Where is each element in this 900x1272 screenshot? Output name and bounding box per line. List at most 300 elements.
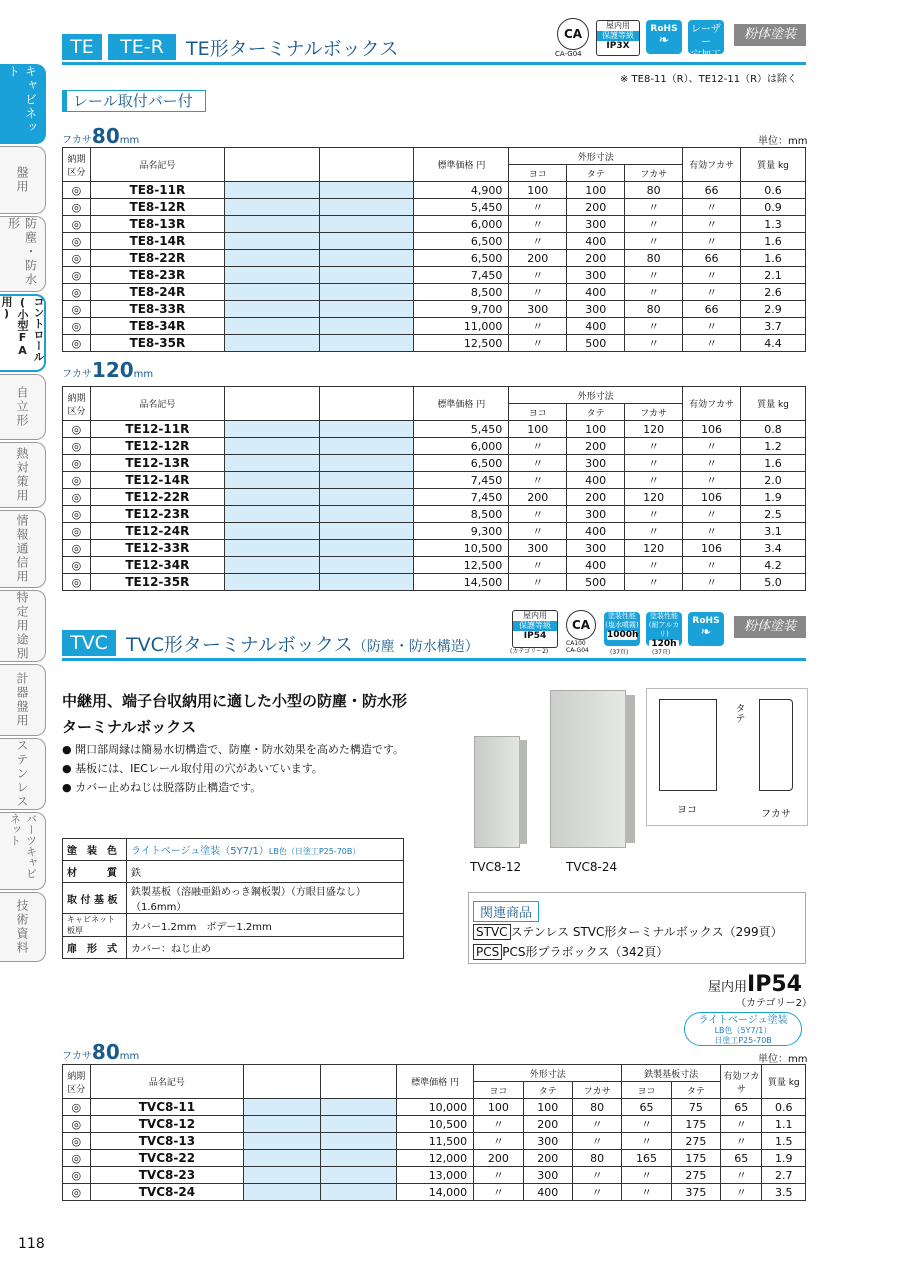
side-tab-stainless[interactable]: ステンレス [0, 738, 46, 810]
cell-tate: 300 [523, 1133, 572, 1150]
cell-blank [320, 1167, 396, 1184]
mat-label: キャビネット板厚 [63, 914, 127, 937]
col-fukasa: フカサ [625, 404, 683, 421]
cell-mass: 2.0 [740, 472, 805, 489]
cell-price: 12,500 [414, 557, 509, 574]
cell-yuko: 66 [683, 301, 741, 318]
col-kubun: 納期区分 [63, 387, 91, 421]
paint-perf-salt-badge: 塗装性能 (塩水噴霧) 1000h [604, 612, 640, 646]
cell-mass: 2.9 [741, 301, 806, 318]
cell-blank [319, 574, 414, 591]
page-title: TE形ターミナルボックス [186, 38, 399, 60]
cell-tate: 200 [567, 489, 625, 506]
related-products-box [468, 892, 806, 964]
cell-mass: 0.8 [740, 421, 805, 438]
cell-blank [224, 216, 319, 233]
cell-k: ◎ [63, 540, 91, 557]
side-tab-panel[interactable]: 盤用 [0, 146, 46, 214]
related-title: 関連商品 [473, 901, 539, 922]
cell-mass: 3.1 [740, 523, 805, 540]
cell-blank [319, 472, 414, 489]
cell-mass: 5.0 [740, 574, 805, 591]
cell-k: ◎ [63, 489, 91, 506]
table-row [63, 523, 806, 540]
col-kubun: 納期区分 [63, 148, 91, 182]
cell-blank [224, 318, 319, 335]
table-row [63, 472, 806, 489]
cell-yoko: 200 [509, 250, 567, 267]
side-view [759, 699, 793, 791]
cell-price: 6,500 [414, 250, 509, 267]
cell-price: 10,500 [414, 540, 509, 557]
cell-ptate: 175 [671, 1150, 720, 1167]
table-row [63, 301, 806, 318]
col-fukasa: フカサ [625, 165, 683, 182]
side-tab-telecom[interactable]: 情報通信用 [0, 510, 46, 588]
unit-label: 単位：mm [758, 136, 808, 147]
cell-price: 14,000 [396, 1184, 473, 1201]
laser-label-1: レーザー [691, 24, 721, 48]
cell-yuko: 〃 [683, 335, 741, 352]
tvc-ip-badge [512, 610, 558, 648]
cell-price: 10,500 [396, 1116, 473, 1133]
cell-yoko: 100 [474, 1099, 523, 1116]
cell-yuko: 106 [683, 540, 741, 557]
cell-yuko: 106 [683, 421, 741, 438]
cell-blank [320, 1099, 396, 1116]
cell-tate: 400 [567, 523, 625, 540]
cell-mass: 4.4 [741, 335, 806, 352]
tvc-lead-2: ターミナルボックス [62, 718, 197, 736]
related-pcs[interactable]: PCS PCS形プラボックス（342頁） [473, 943, 668, 960]
cell-k: ◎ [63, 335, 91, 352]
cell-blank [319, 216, 414, 233]
cell-blank [224, 199, 319, 216]
header-note: ※ TE8-11（R）、TE12-11（R）は除く [620, 74, 798, 85]
tvc-title: TVC形ターミナルボックス（防塵・防水構造） [126, 634, 479, 656]
cell-yuko: 66 [683, 250, 741, 267]
cell-tate: 100 [567, 182, 625, 199]
cell-tate: 200 [523, 1150, 572, 1167]
cell-fukasa: 〃 [573, 1116, 622, 1133]
cell-name: TE12-13R [90, 455, 224, 472]
cell-blank [224, 506, 319, 523]
cell-fukasa: 120 [625, 421, 683, 438]
cell-blank [224, 472, 319, 489]
mat-value: 鉄 [127, 861, 404, 883]
table-row [63, 250, 806, 267]
cell-price: 11,500 [396, 1133, 473, 1150]
cell-blank [319, 267, 414, 284]
cell-fukasa: 〃 [625, 557, 683, 574]
cell-tate: 200 [567, 438, 625, 455]
side-tab-technical[interactable]: 技術資料 [0, 892, 46, 962]
cell-name: TE12-23R [90, 506, 224, 523]
tvc-leaf-icon: ❧ [700, 625, 712, 640]
related-stvc[interactable]: STVC ステンレス STVC形ターミナルボックス（299頁） [473, 923, 783, 940]
cell-fukasa: 〃 [625, 438, 683, 455]
cell-fukasa: 〃 [625, 318, 683, 335]
cell-name: TE12-22R [90, 489, 224, 506]
cell-yuko: 〃 [721, 1116, 762, 1133]
cell-name: TE12-24R [90, 523, 224, 540]
cell-price: 13,000 [396, 1167, 473, 1184]
cell-k: ◎ [63, 438, 91, 455]
cell-blank [224, 301, 319, 318]
cell-k: ◎ [63, 199, 91, 216]
cell-mass: 1.6 [741, 233, 806, 250]
table-row [63, 557, 806, 574]
cell-ptate: 175 [671, 1116, 720, 1133]
cell-blank [319, 557, 414, 574]
cell-blank [319, 233, 414, 250]
col-name: 品名記号 [90, 1065, 244, 1099]
side-tab-cabinet[interactable]: キャビネット [0, 64, 46, 144]
cell-k: ◎ [63, 455, 91, 472]
col-plate-yoko: ヨコ [622, 1082, 671, 1099]
series-tag-te-r: TE-R [108, 34, 176, 60]
table-row [63, 489, 806, 506]
cell-blank [224, 489, 319, 506]
cell-price: 12,500 [414, 335, 509, 352]
cell-mass: 0.6 [741, 182, 806, 199]
cell-yoko: 〃 [509, 574, 567, 591]
cell-k: ◎ [63, 318, 91, 335]
cell-ptate: 275 [671, 1133, 720, 1150]
cell-price: 9,300 [414, 523, 509, 540]
cell-price: 6,000 [414, 438, 509, 455]
cell-blank [319, 182, 414, 199]
cell-mass: 3.5 [762, 1184, 806, 1201]
cell-fukasa: 80 [573, 1099, 622, 1116]
cell-name: TVC8-23 [90, 1167, 244, 1184]
cell-yoko: 300 [509, 540, 567, 557]
cell-blank [319, 506, 414, 523]
cell-blank [224, 540, 319, 557]
tvc-rohs-badge: RoHS ❧ [688, 612, 724, 646]
cell-price: 6,500 [414, 455, 509, 472]
cell-yoko: 300 [509, 301, 567, 318]
col-mass: 質量 kg [762, 1065, 806, 1099]
cell-blank [319, 284, 414, 301]
page-number: 118 [18, 1236, 45, 1252]
cell-name: TE12-12R [90, 438, 224, 455]
cell-ptate: 275 [671, 1167, 720, 1184]
cell-tate: 400 [567, 318, 625, 335]
cell-yoko: 〃 [509, 267, 567, 284]
table-row [63, 455, 806, 472]
cell-mass: 1.1 [762, 1116, 806, 1133]
mat-value: 鉄製基板（溶融亜鉛めっき鋼板製）（方眼目盛なし）（1.6mm） [127, 883, 404, 914]
side-tab-thermal[interactable]: 熱対策用 [0, 442, 46, 508]
cell-yoko: 〃 [509, 199, 567, 216]
cell-tate: 200 [567, 250, 625, 267]
cell-blank [224, 421, 319, 438]
cell-blank [224, 182, 319, 199]
table-row [63, 216, 806, 233]
cell-ptate: 375 [671, 1184, 720, 1201]
cell-yoko: 〃 [474, 1184, 523, 1201]
cell-yoko: 〃 [474, 1167, 523, 1184]
side-tab-special[interactable]: 特定用途別 [0, 590, 46, 662]
cell-k: ◎ [63, 233, 91, 250]
feature-item: ● カバー止めねじは脱落防止構造です。 [62, 781, 262, 794]
cell-name: TE12-34R [90, 557, 224, 574]
cell-blank [244, 1133, 320, 1150]
cell-blank [319, 250, 414, 267]
cell-name: TE8-11R [90, 182, 224, 199]
col-dims: 外形寸法 [474, 1065, 622, 1082]
mat-label: 扉 形 式 [63, 937, 127, 959]
cell-k: ◎ [63, 1150, 91, 1167]
badge-indoor-label: 屋内用 [606, 21, 630, 30]
cell-price: 9,700 [414, 301, 509, 318]
indoor-ip-badge [596, 20, 640, 56]
cell-name: TVC8-12 [90, 1116, 244, 1133]
side-tab-meter[interactable]: 計器盤用 [0, 664, 46, 736]
cell-yuko: 〃 [721, 1133, 762, 1150]
cell-k: ◎ [63, 506, 91, 523]
table-row [63, 540, 806, 557]
cell-blank [224, 267, 319, 284]
leaf-icon: ❧ [658, 33, 670, 48]
series-tag-tvc: TVC [62, 630, 116, 656]
cell-blank [319, 318, 414, 335]
table-row [63, 318, 806, 335]
photo-side [519, 740, 527, 844]
cell-blank [244, 1116, 320, 1133]
cell-yuko: 〃 [721, 1167, 762, 1184]
cell-fukasa: 〃 [625, 216, 683, 233]
cell-yuko: 〃 [683, 233, 741, 250]
col-yoko: ヨコ [474, 1082, 523, 1099]
cell-tate: 100 [567, 421, 625, 438]
table-row [63, 1184, 806, 1201]
te8-table [62, 147, 806, 352]
cell-blank [319, 489, 414, 506]
table-row [63, 506, 806, 523]
table-row [63, 284, 806, 301]
cell-tate: 300 [567, 216, 625, 233]
cell-fukasa: 〃 [573, 1184, 622, 1201]
table-row [63, 438, 806, 455]
col-blank [244, 1065, 320, 1099]
rohs-label: RoHS [650, 24, 678, 34]
cell-yuko: 〃 [683, 318, 741, 335]
mat-value: カバー1.2mm ボデー1.2mm [127, 914, 404, 937]
mat-label: 塗 装 色 [63, 839, 127, 861]
laser-label-2: 穴加工 [691, 50, 721, 61]
cell-yuko: 〃 [683, 455, 741, 472]
cell-yoko: 200 [509, 489, 567, 506]
table-row [63, 199, 806, 216]
col-mass: 質量 kg [740, 387, 805, 421]
cell-tate: 300 [567, 455, 625, 472]
fukasa120-label: フカサ120mm [62, 358, 154, 382]
cell-tate: 200 [523, 1116, 572, 1133]
cell-fukasa: 〃 [625, 574, 683, 591]
col-mass: 質量 kg [741, 148, 806, 182]
tvc-features [62, 740, 404, 797]
cell-blank [224, 438, 319, 455]
cell-blank [224, 557, 319, 574]
cell-ptate: 75 [671, 1099, 720, 1116]
cell-yuko: 65 [721, 1099, 762, 1116]
cell-blank [319, 335, 414, 352]
cell-k: ◎ [63, 284, 91, 301]
cell-price: 5,450 [414, 421, 509, 438]
cell-yuko: 〃 [683, 506, 741, 523]
cell-fukasa: 〃 [625, 335, 683, 352]
cell-fukasa: 〃 [625, 506, 683, 523]
cell-fukasa: 80 [625, 301, 683, 318]
col-yuko: 有効フカサ [683, 387, 741, 421]
cell-k: ◎ [63, 1099, 91, 1116]
cell-tate: 400 [567, 233, 625, 250]
cell-tate: 300 [567, 540, 625, 557]
side-tab-dustproof[interactable]: 防塵・防水形 [0, 216, 46, 292]
cell-name: TE8-14R [90, 233, 224, 250]
cell-yoko: 〃 [509, 523, 567, 540]
cell-k: ◎ [63, 267, 91, 284]
table-row [63, 1167, 806, 1184]
diagram-tate: タテ [733, 703, 744, 723]
cell-blank [320, 1133, 396, 1150]
cell-yuko: 〃 [683, 574, 741, 591]
side-tab-freestanding[interactable]: 自立形 [0, 374, 46, 440]
col-name: 品名記号 [90, 148, 224, 182]
cell-blank [319, 455, 414, 472]
cell-k: ◎ [63, 1133, 91, 1150]
col-tate: タテ [523, 1082, 572, 1099]
feature-item: ● 基板には、IECレール取付用の穴があいています。 [62, 762, 323, 775]
table-row [63, 267, 806, 284]
cell-name: TVC8-13 [90, 1133, 244, 1150]
cell-mass: 2.7 [762, 1167, 806, 1184]
cell-yuko: 〃 [683, 216, 741, 233]
cell-name: TE12-33R [90, 540, 224, 557]
side-tab-parts[interactable]: バーツキャビネット [0, 812, 46, 890]
col-plate-tate: タテ [671, 1082, 720, 1099]
cell-fukasa: 80 [625, 182, 683, 199]
cell-mass: 2.1 [741, 267, 806, 284]
table-row [63, 233, 806, 250]
cell-fukasa: 〃 [625, 284, 683, 301]
cell-mass: 4.2 [740, 557, 805, 574]
tvc-badge-indoor: 屋内用 [523, 611, 547, 620]
cell-pyoko: 〃 [622, 1184, 671, 1201]
cell-tate: 400 [523, 1184, 572, 1201]
col-price: 標準価格 円 [396, 1065, 473, 1099]
col-yoko: ヨコ [509, 404, 567, 421]
cell-price: 8,500 [414, 284, 509, 301]
cell-k: ◎ [63, 1167, 91, 1184]
cell-blank [320, 1150, 396, 1167]
rail-bar-subsection: レール取付バー付 [62, 90, 206, 112]
cell-fukasa: 〃 [625, 267, 683, 284]
cell-yuko: 〃 [683, 267, 741, 284]
cell-yuko: 〃 [683, 472, 741, 489]
cell-yoko: 100 [509, 182, 567, 199]
col-tate: タテ [567, 165, 625, 182]
ca-mark-icon: CA [557, 18, 589, 50]
perf2-page: (37頁) [652, 649, 671, 656]
cell-yoko: 〃 [509, 438, 567, 455]
col-blank [319, 387, 414, 421]
cell-name: TVC8-11 [90, 1099, 244, 1116]
tvc-underline [62, 658, 806, 661]
cell-price: 7,450 [414, 489, 509, 506]
cell-blank [319, 540, 414, 557]
tvc8-12-photo [474, 736, 520, 848]
cell-k: ◎ [63, 301, 91, 318]
photo-side [625, 695, 635, 843]
cell-blank [320, 1184, 396, 1201]
cell-k: ◎ [63, 250, 91, 267]
cell-yuko: 〃 [683, 523, 741, 540]
cell-tate: 400 [567, 557, 625, 574]
cell-blank [224, 284, 319, 301]
diagram-yoko: ヨコ [677, 805, 697, 816]
cell-mass: 3.4 [740, 540, 805, 557]
cell-price: 6,500 [414, 233, 509, 250]
ip54-indoor: 屋内用IP54 [708, 972, 802, 997]
cell-name: TE8-33R [90, 301, 224, 318]
mat-label: 取 付 基 板 [63, 883, 127, 914]
ip54-category: （カテゴリー2） [736, 998, 812, 1009]
cell-fukasa: 〃 [625, 523, 683, 540]
te12-table [62, 386, 806, 591]
table-row [63, 574, 806, 591]
cell-tate: 400 [567, 284, 625, 301]
cell-fukasa: 〃 [573, 1133, 622, 1150]
cell-name: TE12-11R [90, 421, 224, 438]
cell-price: 12,000 [396, 1150, 473, 1167]
tvc-ca-mark-icon: CA [566, 610, 596, 640]
cell-price: 7,450 [414, 267, 509, 284]
cell-price: 10,000 [396, 1099, 473, 1116]
fukasa80-label: フカサ80mm [62, 124, 140, 148]
laser-badge [688, 20, 724, 61]
cell-yuko: 〃 [721, 1184, 762, 1201]
cell-k: ◎ [63, 216, 91, 233]
cell-blank [224, 523, 319, 540]
table-row [63, 1150, 806, 1167]
table-row [63, 421, 806, 438]
cell-yoko: 200 [474, 1150, 523, 1167]
cell-blank [319, 301, 414, 318]
cell-pyoko: 65 [622, 1099, 671, 1116]
cell-tate: 300 [567, 267, 625, 284]
badge-protection-label: 保護等級 [597, 31, 639, 41]
cell-pyoko: 〃 [622, 1167, 671, 1184]
tvc-material-table [62, 838, 404, 959]
table-row [63, 182, 806, 199]
cell-tate: 300 [523, 1167, 572, 1184]
cell-yoko: 〃 [509, 506, 567, 523]
photo-label-1: TVC8-12 [470, 860, 522, 874]
tvc-ca-codes: CA100 CA-G04 [566, 640, 589, 654]
cell-pyoko: 〃 [622, 1116, 671, 1133]
cell-blank [319, 438, 414, 455]
cell-yuko: 〃 [683, 557, 741, 574]
mat-value: ライトベージュ塗装（5Y7/1）LB色（日塗工P25-70B） [127, 839, 404, 861]
table-row [63, 335, 806, 352]
cell-name: TE8-34R [90, 318, 224, 335]
side-tab-control[interactable]: コントロール(小型FA用) [0, 294, 46, 372]
badge-ip-value: IP3X [606, 41, 630, 51]
cell-fukasa: 120 [625, 540, 683, 557]
